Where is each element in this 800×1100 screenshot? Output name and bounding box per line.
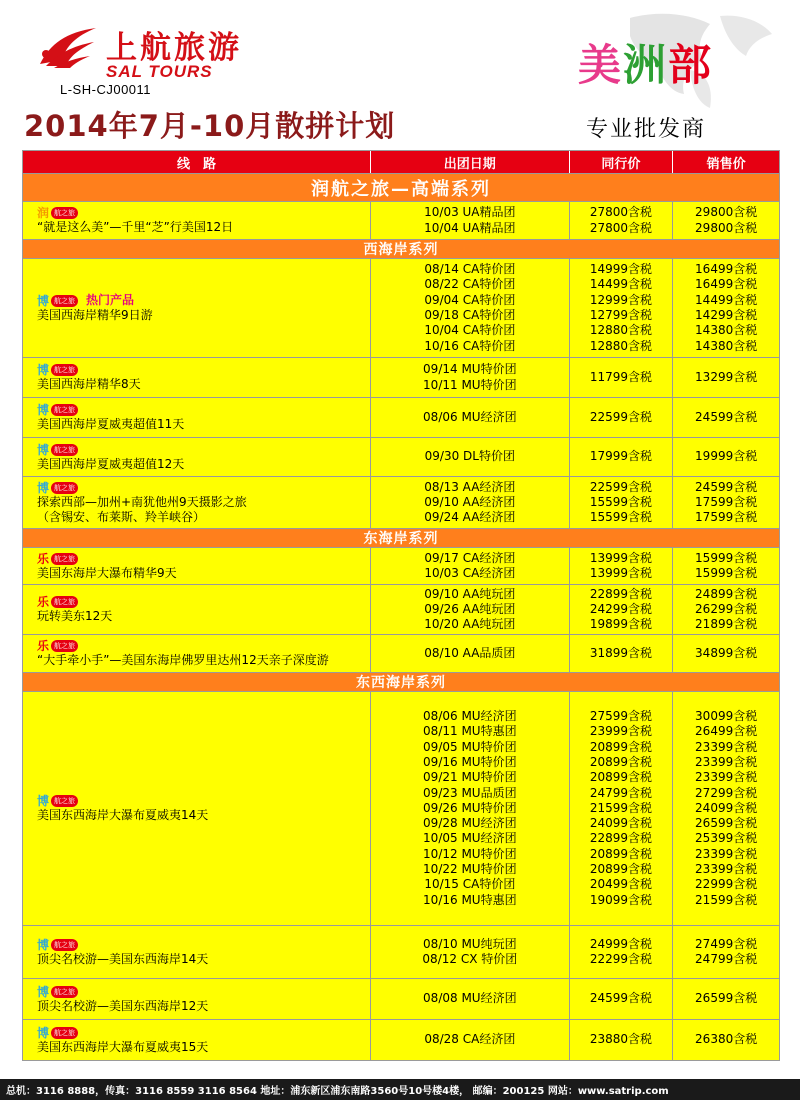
departure-date-cell — [371, 692, 569, 925]
route-cell — [23, 692, 371, 925]
departure-date: 10/16 CA特价团 — [424, 338, 516, 353]
peer-price-cell — [570, 979, 674, 1019]
departure-date-cell — [371, 926, 569, 978]
brand-char: 博 — [37, 403, 50, 417]
brand-char: 博 — [37, 363, 50, 377]
table-row — [23, 584, 779, 634]
sale-price: 23399含税 — [695, 754, 758, 769]
peer-price-cell — [570, 202, 674, 239]
peer-price: 31899含税 — [589, 645, 653, 660]
sale-price-cell — [673, 202, 779, 239]
departure-date: 09/14 MU特价团 — [423, 362, 517, 377]
brand-badge-icon: 航之旅 — [51, 939, 78, 951]
route-name: 美国东海岸大瀑布精华9天 — [37, 565, 177, 580]
departure-date: 08/11 MU特惠团 — [423, 724, 517, 739]
table-row — [23, 547, 779, 584]
sale-price: 21899含税 — [695, 617, 758, 632]
route-cell — [23, 979, 371, 1019]
route-name: 美国西海岸夏威夷超值12天 — [37, 456, 185, 471]
sale-price: 17599含税 — [695, 510, 758, 525]
sale-price: 23399含税 — [695, 862, 758, 877]
brand-mark — [37, 206, 370, 220]
sale-price: 24599含税 — [695, 479, 758, 494]
swallow-logo-icon — [36, 24, 100, 70]
peer-price: 21599含税 — [589, 800, 653, 815]
sale-price: 25399含税 — [695, 831, 758, 846]
department-name-char-2: 洲 — [623, 41, 668, 91]
section-title: 西海岸系列 — [23, 239, 779, 258]
brand-char: 乐 — [37, 551, 50, 566]
departure-date-cell — [371, 548, 569, 584]
brand-char: 博 — [37, 984, 50, 999]
route-name: 顶尖名校游—美国东西海岸12天 — [37, 998, 209, 1013]
route-cell — [23, 635, 371, 672]
table-row — [23, 691, 779, 925]
department-block — [560, 8, 790, 144]
sale-price: 27299含税 — [695, 785, 758, 800]
route-cell — [23, 398, 371, 437]
departure-date: 08/22 CA特价团 — [424, 277, 516, 292]
sale-price-cell — [673, 438, 779, 476]
table-row — [23, 925, 779, 978]
departure-date: 10/03 UA精品团 — [424, 205, 516, 220]
route-cell — [23, 477, 371, 528]
departure-date: 08/06 MU经济团 — [423, 709, 517, 724]
table-row — [23, 201, 779, 239]
sale-price: 22999含税 — [695, 877, 758, 892]
sale-price-cell — [673, 979, 779, 1019]
peer-price: 20899含税 — [589, 754, 653, 769]
department-name-char-3: 部 — [668, 41, 713, 91]
departure-date: 09/28 MU经济团 — [423, 816, 517, 831]
sale-price: 29800含税 — [695, 205, 758, 220]
route-name: 美国东西海岸大瀑布夏威夷14天 — [37, 808, 209, 822]
peer-price: 20899含税 — [589, 770, 653, 785]
column-header-peer-price: 同行价 — [570, 151, 674, 173]
peer-price: 24999含税 — [589, 936, 653, 951]
sale-price-cell — [673, 692, 779, 925]
brand-badge-icon: 航之旅 — [51, 404, 78, 416]
departure-date-cell — [371, 477, 569, 528]
route-cell — [23, 926, 371, 978]
departure-date: 09/21 MU特价团 — [423, 770, 517, 785]
brand-char: 润 — [37, 206, 50, 220]
department-name — [578, 32, 713, 93]
peer-price: 20499含税 — [589, 877, 653, 892]
column-header-date: 出团日期 — [371, 151, 569, 173]
peer-price: 14499含税 — [589, 277, 653, 292]
logo-chinese-text: 上航旅游 — [106, 30, 242, 66]
brand-mark — [37, 294, 370, 308]
peer-price-cell — [570, 438, 674, 476]
peer-price: 15599含税 — [589, 510, 653, 525]
sale-price: 34899含税 — [695, 645, 758, 660]
route-name-detail: （含锡安、布莱斯、羚羊峡谷） — [37, 509, 206, 524]
sale-price: 30099含税 — [695, 709, 758, 724]
sale-price-cell — [673, 926, 779, 978]
departure-date: 08/08 MU经济团 — [423, 991, 517, 1006]
departure-date-cell — [371, 635, 569, 672]
departure-date-cell — [371, 202, 569, 239]
departure-date: 09/24 AA经济团 — [424, 510, 516, 525]
route-name: “就是这么美”—千里“芝”行美国12日 — [37, 220, 234, 234]
sale-price: 16499含税 — [695, 262, 758, 277]
sale-price: 21599含税 — [695, 892, 758, 907]
brand-char: 乐 — [37, 595, 50, 609]
table-row — [23, 1019, 779, 1060]
brand-char: 博 — [37, 293, 50, 308]
brand-mark — [37, 552, 370, 566]
departure-date: 09/18 CA特价团 — [424, 308, 516, 322]
peer-price-cell — [570, 548, 674, 584]
brand-badge-icon: 航之旅 — [51, 795, 78, 807]
sale-price: 14380含税 — [695, 323, 758, 338]
departure-date: 10/04 UA精品团 — [424, 220, 516, 235]
departure-date: 09/10 AA经济团 — [424, 494, 516, 509]
peer-price-cell — [570, 477, 674, 528]
departure-date: 08/12 CX 特价团 — [422, 952, 518, 966]
departure-date: 09/16 MU特价团 — [423, 754, 517, 769]
departure-date: 09/05 MU特价团 — [423, 739, 517, 754]
table-row — [23, 397, 779, 437]
departure-date-cell — [371, 585, 569, 634]
brand-badge-icon: 航之旅 — [51, 482, 78, 494]
contact-footer: 总机：3116 8888，传真：3116 8559 3116 8564 地址：浦东新区浦东南路3560号10号楼4楼， 邮编：200125 网站：www.satrip.com — [0, 1079, 800, 1100]
hot-product-label: 热门产品 — [86, 293, 135, 307]
route-name: 美国东西海岸大瀑布夏威夷15天 — [37, 1039, 209, 1054]
peer-price: 23880含税 — [589, 1032, 653, 1047]
section-title: 东海岸系列 — [23, 528, 779, 547]
brand-mark — [37, 639, 370, 653]
sale-price: 26599含税 — [695, 816, 758, 831]
route-name: 美国西海岸精华9日游 — [37, 307, 153, 322]
brand-badge-icon: 航之旅 — [51, 444, 78, 456]
sale-price-cell — [673, 398, 779, 437]
peer-price-cell — [570, 585, 674, 634]
departure-date-cell — [371, 398, 569, 437]
peer-price: 12999含税 — [589, 292, 653, 307]
sale-price: 13299含税 — [695, 369, 758, 384]
brand-char: 博 — [37, 480, 50, 495]
departure-date: 08/06 MU经济团 — [423, 409, 517, 424]
peer-price: 12799含税 — [589, 308, 653, 322]
table-row — [23, 476, 779, 528]
sale-price: 24099含税 — [695, 800, 758, 815]
departure-date: 09/04 CA特价团 — [424, 292, 516, 307]
route-cell — [23, 548, 371, 584]
brand-badge-icon: 航之旅 — [51, 295, 78, 307]
sale-price-cell — [673, 635, 779, 672]
sale-price: 15999含税 — [695, 550, 758, 565]
departure-date: 10/22 MU特价团 — [423, 862, 517, 877]
route-name: 顶尖名校游—美国东西海岸14天 — [37, 951, 209, 966]
route-cell — [23, 1020, 371, 1060]
sale-price: 29800含税 — [695, 220, 758, 235]
brand-mark — [37, 595, 370, 609]
sale-price: 24899含税 — [695, 586, 758, 601]
sale-price: 26599含税 — [695, 991, 758, 1006]
peer-price: 20899含税 — [589, 846, 653, 861]
sale-price: 14499含税 — [695, 292, 758, 307]
peer-price: 20899含税 — [589, 739, 653, 754]
brand-mark — [37, 363, 370, 377]
peer-price: 22899含税 — [589, 831, 653, 846]
route-name: 玩转美东12天 — [37, 609, 113, 623]
brand-badge-icon: 航之旅 — [51, 553, 78, 565]
brand-badge-icon: 航之旅 — [51, 986, 78, 998]
peer-price-cell — [570, 358, 674, 397]
table-row — [23, 634, 779, 672]
departure-date: 10/12 MU特价团 — [423, 846, 517, 861]
route-name: “大手牵小手”—美国东海岸佛罗里达州12天亲子深度游 — [37, 653, 329, 667]
sale-price-cell — [673, 1020, 779, 1060]
brand-badge-icon: 航之旅 — [51, 640, 78, 652]
table-header — [23, 151, 779, 173]
peer-price: 27800含税 — [589, 220, 653, 235]
department-name-char-1: 美 — [578, 41, 623, 91]
route-cell — [23, 358, 371, 397]
peer-price-cell — [570, 259, 674, 357]
brand-mark — [37, 1026, 370, 1040]
departure-date: 09/30 DL特价团 — [424, 449, 515, 464]
brand-char: 乐 — [37, 639, 50, 653]
sale-price: 23399含税 — [695, 846, 758, 861]
route-cell — [23, 202, 371, 239]
table-row — [23, 258, 779, 357]
section-title: 东西海岸系列 — [23, 672, 779, 691]
section-title: 润航之旅—高端系列 — [23, 173, 779, 201]
peer-price-cell — [570, 635, 674, 672]
peer-price-cell — [570, 692, 674, 925]
peer-price: 15599含税 — [589, 494, 653, 509]
departure-date: 10/16 MU特惠团 — [423, 892, 517, 907]
peer-price: 13999含税 — [589, 550, 653, 565]
departure-date: 09/26 AA纯玩团 — [424, 601, 516, 616]
peer-price-cell — [570, 926, 674, 978]
brand-badge-icon: 航之旅 — [51, 1027, 78, 1039]
brand-mark — [37, 794, 370, 808]
peer-price-cell — [570, 398, 674, 437]
departure-date-cell — [371, 979, 569, 1019]
route-name: 美国西海岸夏威夷超值11天 — [37, 417, 185, 431]
sale-price: 19999含税 — [695, 449, 758, 464]
sale-price-cell — [673, 358, 779, 397]
peer-price: 20899含税 — [589, 862, 653, 877]
brand-char: 博 — [37, 442, 50, 457]
sale-price: 16499含税 — [695, 277, 758, 292]
departure-date: 10/04 CA特价团 — [424, 323, 516, 338]
departure-date-cell — [371, 438, 569, 476]
sale-price: 23399含税 — [695, 770, 758, 785]
peer-price: 24799含税 — [589, 785, 653, 800]
departure-date: 08/28 CA经济团 — [424, 1032, 516, 1047]
departure-date: 10/20 AA纯玩团 — [424, 617, 516, 632]
brand-badge-icon: 航之旅 — [51, 364, 78, 376]
departure-date: 09/17 CA经济团 — [424, 550, 516, 565]
peer-price: 22599含税 — [589, 409, 653, 424]
peer-price: 13999含税 — [589, 566, 653, 580]
brand-char: 博 — [37, 937, 50, 952]
peer-price: 17999含税 — [589, 449, 653, 464]
route-cell — [23, 259, 371, 357]
page-header — [0, 0, 800, 148]
table-row — [23, 437, 779, 476]
departure-date: 09/23 MU品质团 — [423, 785, 517, 800]
sale-price: 15999含税 — [695, 566, 758, 580]
departure-date-cell — [371, 358, 569, 397]
page-title: 2014年7月-10月散拼计划 — [24, 109, 396, 143]
brand-mark — [37, 443, 370, 457]
sale-price: 14299含税 — [695, 308, 758, 322]
peer-price: 27599含税 — [589, 709, 653, 724]
sale-price-cell — [673, 477, 779, 528]
peer-price: 11799含税 — [589, 369, 653, 384]
peer-price-cell — [570, 1020, 674, 1060]
route-cell — [23, 585, 371, 634]
peer-price: 12880含税 — [589, 323, 653, 338]
schedule-table — [22, 150, 780, 1061]
peer-price: 24099含税 — [589, 816, 653, 831]
peer-price: 14999含税 — [589, 262, 653, 277]
brand-badge-icon: 航之旅 — [51, 207, 78, 219]
peer-price: 22899含税 — [589, 586, 653, 601]
sale-price-cell — [673, 548, 779, 584]
brand-mark — [37, 938, 370, 952]
departure-date: 08/14 CA特价团 — [424, 262, 516, 277]
sale-price: 26499含税 — [695, 724, 758, 739]
sale-price: 26380含税 — [695, 1032, 758, 1047]
departure-date: 10/15 CA特价团 — [424, 877, 516, 892]
departure-date: 10/03 CA经济团 — [424, 566, 516, 580]
column-header-route: 线 路 — [23, 151, 371, 173]
brand-char: 博 — [37, 1025, 50, 1040]
route-name: 探索西部—加州+南犹他州9天摄影之旅 — [37, 494, 247, 509]
table-body — [23, 173, 779, 1060]
peer-price: 19099含税 — [589, 892, 653, 907]
logo-english-text: SAL TOURS — [106, 62, 213, 81]
peer-price: 22599含税 — [589, 479, 653, 494]
brand-mark — [37, 481, 370, 495]
departure-date: 08/10 MU纯玩团 — [423, 936, 517, 951]
license-number: L-SH-CJ00011 — [60, 82, 152, 97]
column-header-sale-price: 销售价 — [706, 156, 746, 172]
sale-price-cell — [673, 259, 779, 357]
departure-date: 08/10 AA品质团 — [424, 645, 516, 660]
departure-date: 10/11 MU特价团 — [423, 377, 517, 392]
peer-price: 24599含税 — [589, 991, 653, 1006]
departure-date-cell — [371, 259, 569, 357]
sale-price: 24799含税 — [695, 952, 758, 966]
brand-mark — [37, 985, 370, 999]
brand-badge-icon: 航之旅 — [51, 596, 78, 608]
department-subtitle: 专业批发商 — [586, 117, 707, 142]
peer-price: 19899含税 — [589, 617, 653, 632]
peer-price: 12880含税 — [589, 338, 653, 353]
brand-mark — [37, 403, 370, 417]
sale-price-cell — [673, 585, 779, 634]
brand-char: 博 — [37, 794, 50, 808]
departure-date: 08/13 AA经济团 — [424, 479, 516, 494]
peer-price: 24299含税 — [589, 601, 653, 616]
peer-price: 23999含税 — [589, 724, 653, 739]
sale-price: 17599含税 — [695, 494, 758, 509]
route-cell — [23, 438, 371, 476]
departure-date: 09/10 AA纯玩团 — [424, 586, 516, 601]
departure-date: 10/05 MU经济团 — [423, 831, 517, 846]
route-name: 美国西海岸精华8天 — [37, 377, 141, 391]
sale-price: 14380含税 — [695, 338, 758, 353]
sale-price: 23399含税 — [695, 739, 758, 754]
table-row — [23, 978, 779, 1019]
sale-price: 27499含税 — [695, 936, 758, 951]
sale-price: 24599含税 — [695, 409, 758, 424]
departure-date: 09/26 MU特价团 — [423, 800, 517, 815]
table-row — [23, 357, 779, 397]
sale-price: 26299含税 — [695, 601, 758, 616]
peer-price: 22299含税 — [589, 952, 653, 966]
peer-price: 27800含税 — [589, 205, 653, 220]
departure-date-cell — [371, 1020, 569, 1060]
